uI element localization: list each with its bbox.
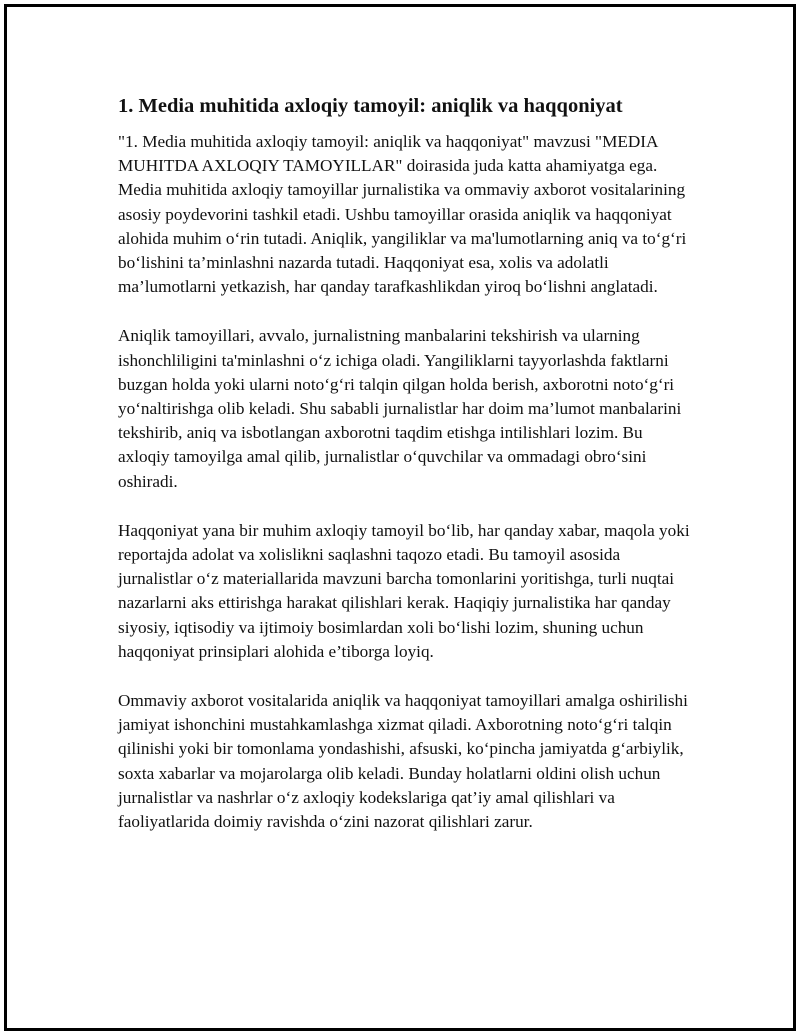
paragraph-intro: "1. Media muhitida axloqiy tamoyil: aniqlik va haqqoniyat" mavzusi "MEDIA MUHITDA AXLOQIY TAMOYILLAR" doirasida juda katta ahamiyatga ega. Media muhitida axloqiy tamoyillar jurnalistika va ommaviy axborot vositalarining asosiy poydevorini tashkil etadi. Ushbu tamoyillar orasida aniqlik va haqqoniyat alohida muhim o‘rin tutadi. Aniqlik, yangiliklar va ma'lumotlarning aniq va to‘g‘ri bo‘lishini ta’minlashni nazarda tutadi. Haqqoniyat esa, xolis va adolatli ma’lumotlarni yetkazish, har qanday tarafkashlikdan yiroq bo‘lishni anglatadi.: [118, 132, 687, 297]
paragraph-accuracy: Aniqlik tamoyillari, avvalo, jurnalistning manbalarini tekshirish va ularning ishonchliligini ta'minlashni o‘z ichiga oladi. Yangiliklarni tayyorlashda faktlarni buzgan holda yoki ularni noto‘g‘ri talqin qilgan holda berish, axborotni noto‘g‘ri yo‘naltirishga olib keladi. Shu sababli jurnalistlar har doim ma’lumot manbalarini tekshirib, aniq va isbotlangan axborotni taqdim etishga intilishlari lozim. Bu axloqiy tamoyilga amal qilib, jurnalistlar o‘quvchilar va ommadagi obro‘sini oshiradi.: [118, 326, 682, 491]
paragraph-objectivity: Haqqoniyat yana bir muhim axloqiy tamoyil bo‘lib, har qanday xabar, maqola yoki reportajda adolat va xolislikni saqlashni taqozo etadi. Bu tamoyil asosida jurnalistlar o‘z materiallarida mavzuni barcha tomonlarini yoritishga, turli nuqtai nazarlarni aks ettirishga harakat qilishlari kerak. Haqiqiy jurnalistika har qanday siyosiy, iqtisodiy va ijtimoiy bosimlardan xoli bo‘lishi lozim, shuning uchun haqqoniyat prinsiplari alohida e’tiborga loyiq.: [118, 520, 690, 661]
document-body: [118, 92, 690, 859]
section-title: 1. Media muhitida axloqiy tamoyil: aniqlik va haqqoniyat: [118, 95, 623, 117]
paragraph-media-trust: Ommaviy axborot vositalarida aniqlik va haqqoniyat tamoyillari amalga oshirilishi jamiyat ishonchini mustahkamlashga xizmat qiladi. Axborotning noto‘g‘ri talqin qilinishi yoki bir tomonlama yondashishi, afsuski, ko‘pincha jamiyatda g‘arbiylik, soxta xabarlar va mojarolarga olib keladi. Bunday holatlarni oldini olish uchun jurnalistlar va nashrlar o‘z axloqiy kodekslariga qat’iy amal qilishlari va faoliyatlarida doimiy ravishda o‘zini nazorat qilishlari zarur.: [118, 691, 688, 832]
